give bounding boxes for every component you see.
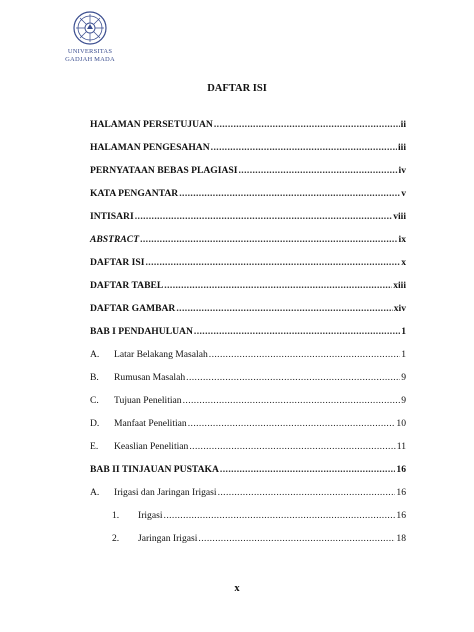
toc-section-label: Keaslian Penelitian (114, 441, 189, 452)
university-logo (60, 10, 120, 68)
toc-entry-page: iv (398, 165, 406, 176)
toc-section[interactable] (90, 395, 406, 407)
leader-dots (179, 188, 400, 200)
toc-entry-label: KATA PENGANTAR (90, 188, 179, 199)
toc-section-number: A. (90, 349, 100, 360)
toc-section-number: C. (90, 395, 99, 406)
leader-dots (198, 533, 395, 545)
university-emblem-icon (72, 10, 108, 46)
toc-entry-page: 1 (401, 326, 406, 337)
toc-section-page: 1 (401, 349, 406, 360)
toc-entry[interactable] (90, 280, 406, 292)
leader-dots (220, 464, 395, 476)
toc-entry-page: viii (393, 211, 406, 222)
leader-dots (176, 303, 392, 315)
leader-dots (209, 349, 400, 361)
leader-dots (188, 418, 396, 430)
toc-section-page: 9 (401, 372, 406, 383)
toc-entry-chapter[interactable] (90, 326, 406, 338)
university-name-line1: UNIVERSITAS (67, 48, 113, 55)
toc-section-number: E. (90, 441, 99, 452)
toc-section[interactable] (90, 418, 406, 430)
toc-subsection-number: 1. (112, 510, 120, 521)
toc-entry-page: v (401, 188, 406, 199)
leader-dots (186, 372, 400, 384)
toc-entry[interactable] (90, 188, 406, 200)
toc-section-page: 10 (396, 418, 406, 429)
toc-section[interactable] (90, 487, 406, 499)
toc-entry-label: BAB II TINJAUAN PUSTAKA (90, 464, 219, 475)
toc-section-number: D. (90, 418, 100, 429)
leader-dots (145, 257, 400, 269)
toc-entry-chapter[interactable] (90, 464, 406, 476)
leader-dots (140, 234, 397, 246)
toc-subsection-number: 2. (112, 533, 120, 544)
toc-subsection-label: Irigasi (138, 510, 163, 521)
leader-dots (189, 441, 395, 453)
toc-section-page: 9 (401, 395, 406, 406)
toc-entry-label: DAFTAR GAMBAR (90, 303, 176, 314)
toc-section-label: Rumusan Masalah (114, 372, 186, 383)
toc-section-number: B. (90, 372, 99, 383)
toc-entry-label: ABSTRACT (90, 234, 140, 245)
leader-dots (211, 142, 397, 154)
toc-section[interactable] (90, 349, 406, 361)
toc-entry[interactable] (90, 257, 406, 269)
leader-dots (214, 119, 400, 131)
toc-section-label: Manfaat Penelitian (114, 418, 187, 429)
toc-entry-label: BAB I PENDAHULUAN (90, 326, 193, 337)
toc-entry[interactable] (90, 211, 406, 223)
toc-entry-label: INTISARI (90, 211, 134, 222)
university-name (60, 48, 120, 63)
toc-subsection-label: Jaringan Irigasi (138, 533, 198, 544)
toc-entry[interactable] (90, 119, 406, 131)
toc-section-label: Latar Belakang Masalah (114, 349, 208, 360)
toc-section-label: Tujuan Penelitian (114, 395, 182, 406)
leader-dots (218, 487, 396, 499)
leader-dots (239, 165, 398, 177)
leader-dots (164, 280, 392, 292)
toc-entry-page: xiv (393, 303, 406, 314)
toc-entry-label: DAFTAR TABEL (90, 280, 164, 291)
toc-entry-page: xiii (393, 280, 406, 291)
toc-entry-page: iii (398, 142, 406, 153)
toc-entry-page: x (401, 257, 406, 268)
toc-entry[interactable] (90, 234, 406, 246)
toc-subsection-page: 16 (396, 510, 406, 521)
toc-subsection[interactable] (112, 510, 406, 522)
leader-dots (135, 211, 392, 223)
toc-entry-label: DAFTAR ISI (90, 257, 145, 268)
page-number: x (234, 583, 240, 594)
page-title: DAFTAR ISI (207, 83, 267, 94)
leader-dots (183, 395, 401, 407)
leader-dots (164, 510, 396, 522)
leader-dots (194, 326, 400, 338)
toc-subsection-page: 18 (396, 533, 406, 544)
toc-entry[interactable] (90, 303, 406, 315)
toc-section-page: 11 (396, 441, 406, 452)
toc-entry[interactable] (90, 142, 406, 154)
toc-section-label: Irigasi dan Jaringan Irigasi (114, 487, 217, 498)
toc-entry-page: 16 (396, 464, 406, 475)
toc-section[interactable] (90, 372, 406, 384)
university-name-line2: GADJAH MADA (65, 55, 115, 63)
toc-entry-label: HALAMAN PENGESAHAN (90, 142, 210, 153)
toc-section[interactable] (90, 441, 406, 453)
toc-section-number: A. (90, 487, 100, 498)
toc-subsection[interactable] (112, 533, 406, 545)
toc-entry[interactable] (90, 165, 406, 177)
toc-entry-page: ii (400, 119, 406, 130)
toc-entry-page: ix (398, 234, 406, 245)
toc-section-page: 16 (396, 487, 406, 498)
toc-entry-label: PERNYATAAN BEBAS PLAGIASI (90, 165, 238, 176)
toc-entry-label: HALAMAN PERSETUJUAN (90, 119, 213, 130)
